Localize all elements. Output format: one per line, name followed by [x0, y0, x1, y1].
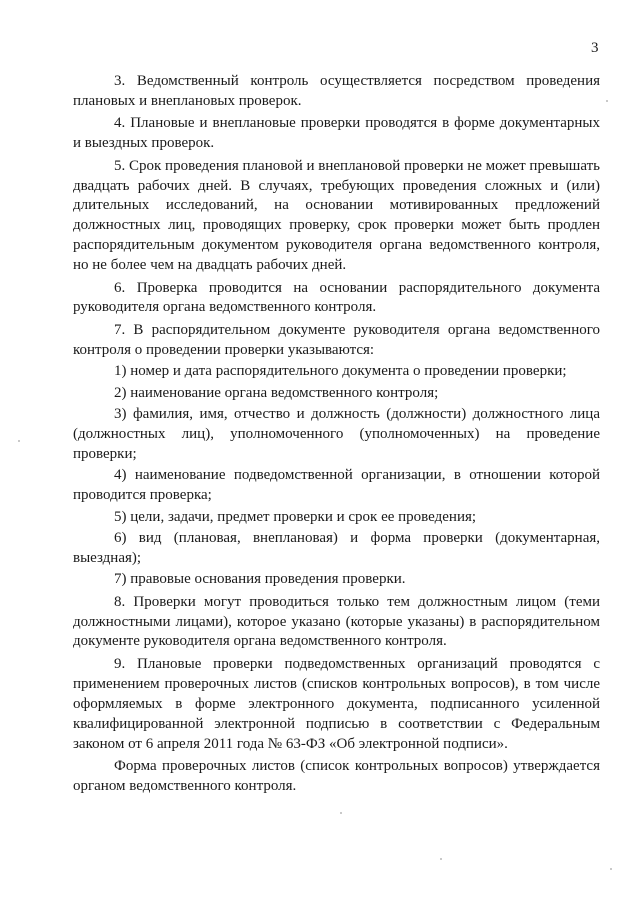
- paragraph-item-9: 9. Плановые проверки подведомственных организаций проводятся с применением проверочных листов (списков контрольных вопросов), в том числе оформляемых в форме электронного документа, подписанного усиленной квалифицированной электронной подписью в соответствии с Федеральным законом от 6 апреля 2011 года № 63-ФЗ «Об электронной подписи».: [73, 655, 600, 752]
- scan-speck: [606, 100, 608, 102]
- subitem-7: 7) правовые основания проведения проверки.: [114, 571, 406, 588]
- paragraph-item-3: 3. Ведомственный контроль осуществляется посредством проведения плановых и внеплановых проверок.: [73, 73, 600, 109]
- scan-speck: [440, 858, 442, 860]
- subitem-2: 2) наименование органа ведомственного контроля;: [114, 384, 439, 401]
- paragraph-item-8: 8. Проверки могут проводиться только тем должностным лицом (теми должностными лицами), которое указано (которые указаны) в распорядительном документе руководителя органа ведомственного контроля.: [73, 593, 600, 650]
- paragraph-item-7: 7. В распорядительном документе руководителя органа ведомственного контроля о проведении проверки указываются:: [73, 321, 600, 358]
- scan-speck: [610, 868, 612, 870]
- subitem-3: 3) фамилия, имя, отчество и должность (должности) должностного лица (должностных лиц), уполномоченного (уполномоченных) на проведение проверки;: [73, 406, 600, 462]
- paragraph-item-6: 6. Проверка проводится на основании распорядительного документа руководителя органа ведомственного контроля.: [73, 279, 600, 316]
- paragraph-form-approval: Форма проверочных листов (список контрольных вопросов) утверждается органом ведомственного контроля.: [73, 757, 600, 794]
- scan-speck: [340, 812, 342, 814]
- page-number: 3: [591, 40, 599, 56]
- subitem-5: 5) цели, задачи, предмет проверки и срок ее проведения;: [114, 508, 477, 525]
- document-body: [73, 72, 600, 799]
- subitem-4: 4) наименование подведомственной организации, в отношении которой проводится проверка;: [73, 467, 600, 504]
- subitem-1: 1) номер и дата распорядительного документа о проведении проверки;: [114, 363, 567, 380]
- paragraph-item-5: 5. Срок проведения плановой и внеплановой проверки не может превышать двадцать рабочих дней. В случаях, требующих проведения сложных и (или) длительных исследований, на основании мотивированных предложений должностных лиц, проводящих проверку, срок проверки может быть продлен распорядительным документом руководителя органа ведомственного контроля, но не более чем на двадцать рабочих дней.: [73, 157, 600, 274]
- subitem-6: 6) вид (плановая, внеплановая) и форма проверки (документарная, выездная);: [73, 529, 600, 566]
- scan-speck: [18, 440, 20, 442]
- paragraph-item-4: 4. Плановые и внеплановые проверки проводятся в форме документарных и выездных проверок.: [73, 115, 600, 152]
